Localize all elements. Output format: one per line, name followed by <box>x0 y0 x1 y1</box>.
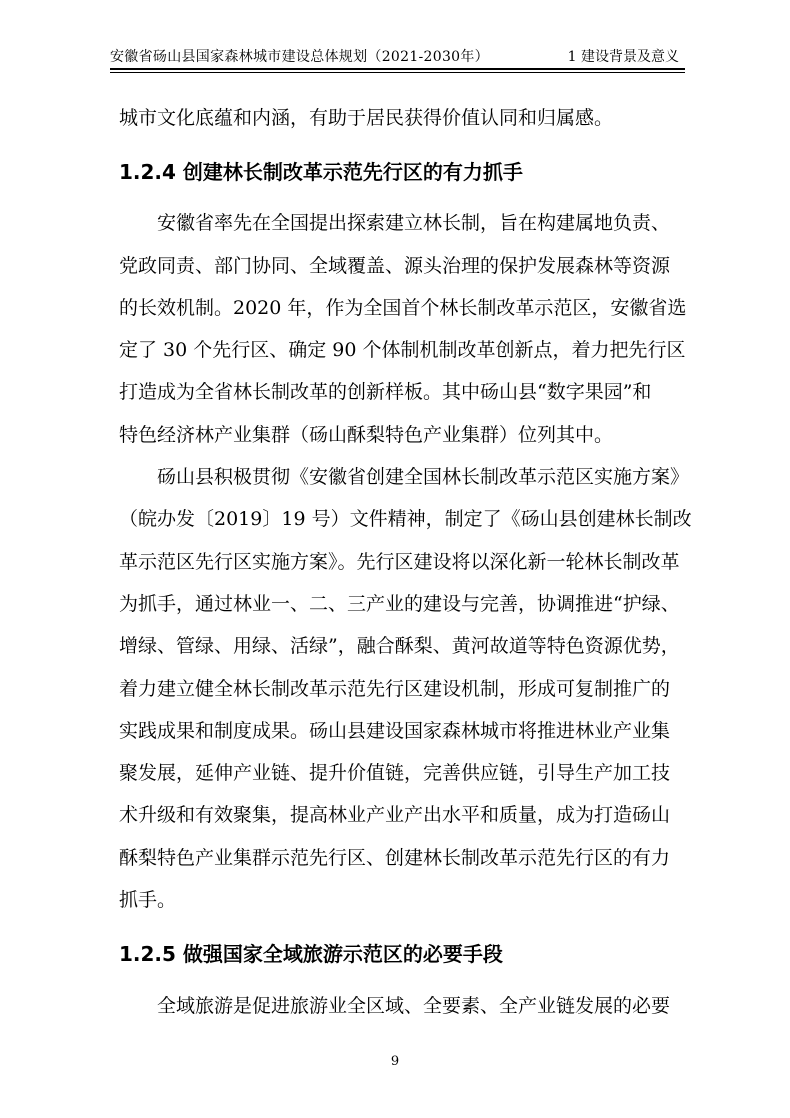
text-line: 抓手。 <box>119 889 177 912</box>
text-line: 术升级和有效聚集，提高林业产业产出水平和质量，成为打造砀山 <box>119 804 671 827</box>
text-line: 增绿、管绿、用绿、活绿”，融合酥梨、黄河故道等特色资源优势， <box>119 635 680 658</box>
running-header <box>110 46 685 70</box>
text-line: （皖办发〔2019〕19 号）文件精神，制定了《砀山县创建林长制改 <box>119 508 692 531</box>
text-line: 聚发展，延伸产业链、提升价值链，完善供应链，引导生产加工技 <box>119 762 671 785</box>
header-rule-thick <box>110 68 685 70</box>
section-heading-1-2-4: 1.2.4 创建林长制改革示范先行区的有力抓手 <box>119 160 523 185</box>
text-line: 全域旅游是促进旅游业全区域、全要素、全产业链发展的必要 <box>157 995 671 1018</box>
text-line: 安徽省率先在全国提出探索建立林长制，旨在构建属地负责、 <box>157 212 671 235</box>
section-title: 1 建设背景及意义 <box>567 49 679 65</box>
text-line: 实践成果和制度成果。砀山县建设国家森林城市将推进林业产业集 <box>119 719 671 742</box>
text-line: 特色经济林产业集群（砀山酥梨特色产业集群）位列其中。 <box>119 423 614 446</box>
paragraph-continuation <box>119 97 679 139</box>
text-line: 城市文化底蕴和内涵，有助于居民获得价值认同和归属感。 <box>119 107 614 129</box>
text-line: 着力建立健全林长制改革示范先行区建设机制，形成可复制推广的 <box>119 677 671 700</box>
text-line: 砀山县积极贯彻《安徽省创建全国林长制改革示范区实施方案》 <box>157 466 690 489</box>
text-line: 为抓手，通过林业一、二、三产业的建设与完善，协调推进“护绿、 <box>119 592 680 615</box>
text-line: 定了 30 个先行区、确定 90 个体制机制改革创新点，着力把先行区 <box>119 339 686 362</box>
page-number: 9 <box>390 1054 400 1069</box>
paragraph-forest-chief-system <box>119 202 687 456</box>
text-line: 革示范区先行区实施方案》。先行区建设将以深化新一轮林长制改革 <box>119 550 680 573</box>
document-title: 安徽省砀山县国家森林城市建设总体规划（2021-2030年） <box>110 49 489 65</box>
text-line: 党政同责、部门协同、全域覆盖、源头治理的保护发展森林等资源 <box>119 254 671 277</box>
text-line: 打造成为全省林长制改革的创新样板。其中砀山县“数字果园”和 <box>119 381 652 404</box>
paragraph-dangshan-implementation <box>119 456 692 921</box>
paragraph-all-area-tourism <box>119 985 679 1027</box>
text-line: 的长效机制。2020 年，作为全国首个林长制改革示范区，安徽省选 <box>119 296 687 319</box>
section-heading-1-2-5: 1.2.5 做强国家全域旅游示范区的必要手段 <box>119 942 503 967</box>
page-body <box>119 97 692 1028</box>
header-rule-thin <box>110 72 685 73</box>
text-line: 酥梨特色产业集群示范先行区、创建林长制改革示范先行区的有力 <box>119 846 671 869</box>
